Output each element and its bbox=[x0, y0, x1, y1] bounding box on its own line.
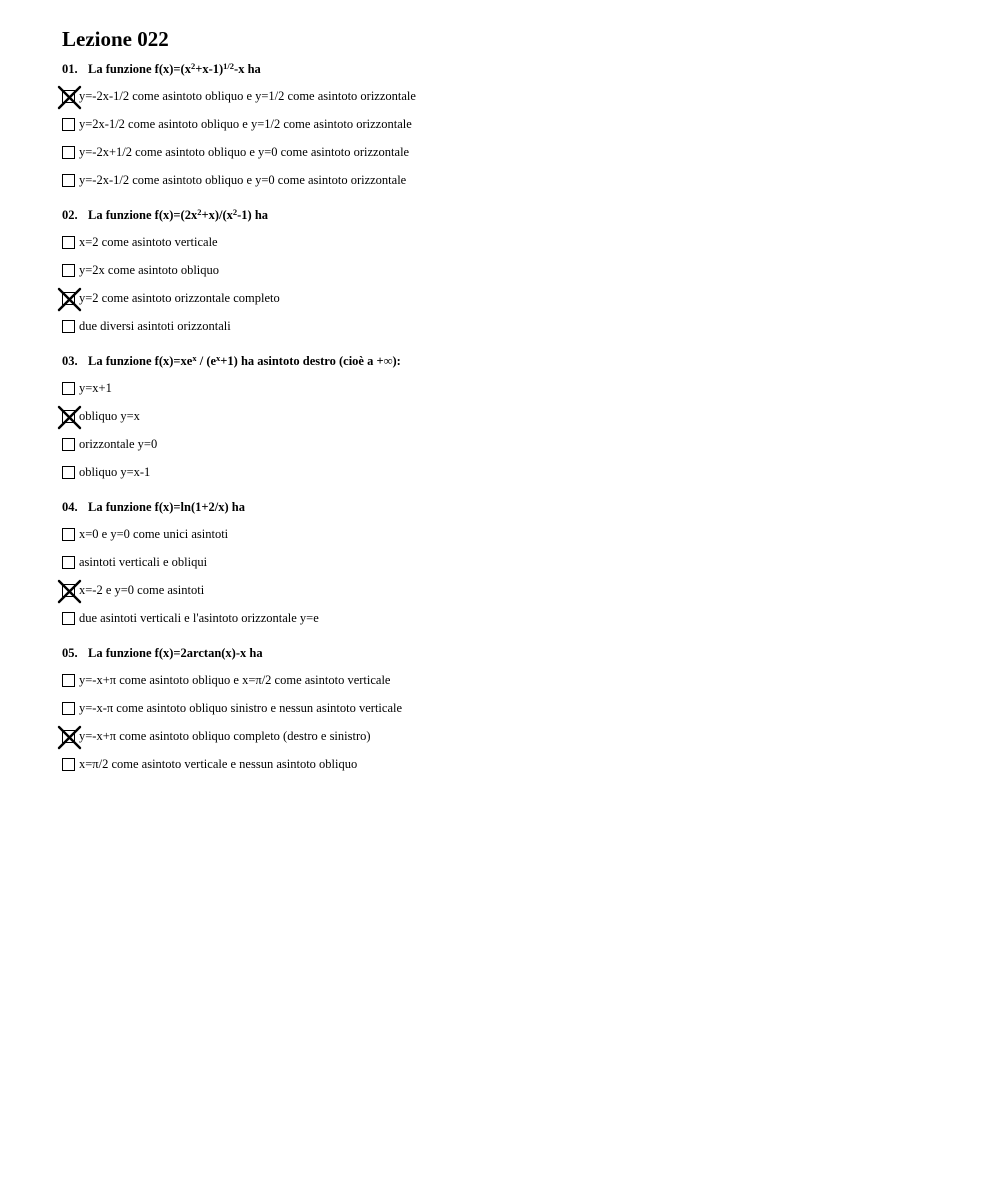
answer-option[interactable] bbox=[62, 228, 962, 256]
question-04 bbox=[62, 499, 962, 632]
question-heading bbox=[62, 499, 962, 515]
answer-checkbox[interactable] bbox=[62, 674, 75, 687]
answer-checkbox[interactable] bbox=[62, 528, 75, 541]
question-01 bbox=[62, 61, 962, 194]
check-x-mark-icon bbox=[58, 288, 81, 311]
answer-label: y=-2x+1/2 come asintoto obliquo e y=0 come asintoto orizzontale bbox=[79, 145, 410, 159]
answer-label: y=2x-1/2 come asintoto obliquo e y=1/2 come asintoto orizzontale bbox=[79, 117, 412, 131]
answer-option[interactable] bbox=[62, 548, 962, 576]
answer-checkbox[interactable] bbox=[62, 382, 75, 395]
question-number: 05. bbox=[62, 646, 78, 660]
answer-label: y=x+1 bbox=[79, 381, 112, 395]
answer-checkbox[interactable] bbox=[62, 556, 75, 569]
question-text: La funzione $f(x)=(x^2+x-1)^{1/2}-x$ ha bbox=[88, 61, 261, 76]
answer-option[interactable] bbox=[62, 458, 962, 486]
check-x-mark-icon bbox=[58, 406, 81, 429]
answer-label: orizzontale y=0 bbox=[79, 437, 158, 451]
question-number: 01. bbox=[62, 62, 78, 76]
question-number: 02. bbox=[62, 208, 78, 222]
answer-option[interactable] bbox=[62, 402, 962, 430]
answer-checkbox[interactable] bbox=[62, 320, 75, 333]
answer-label: asintoti verticali e obliqui bbox=[79, 555, 208, 569]
question-text: La funzione $f(x)=(2x^2+x)/(x^2-1)$ ha bbox=[88, 207, 269, 222]
question-number: 04. bbox=[62, 500, 78, 514]
answer-option[interactable] bbox=[62, 722, 962, 750]
page-title: Lezione 022 bbox=[62, 27, 169, 51]
answer-option[interactable] bbox=[62, 374, 962, 402]
answer-checkbox[interactable] bbox=[62, 236, 75, 249]
answer-option[interactable] bbox=[62, 312, 962, 340]
answer-label: x=π/2 come asintoto verticale e nessun asintoto obliquo bbox=[79, 757, 358, 771]
answer-label: y=2x come asintoto obliquo bbox=[79, 263, 220, 277]
answer-option[interactable] bbox=[62, 666, 962, 694]
answer-checkbox[interactable] bbox=[62, 702, 75, 715]
answer-checkbox[interactable] bbox=[62, 612, 75, 625]
answer-label: y=-2x-1/2 come asintoto obliquo e y=0 come asintoto orizzontale bbox=[79, 173, 407, 187]
question-text: La funzione f(x)=ln(1+2/x) ha bbox=[88, 500, 245, 514]
answer-checkbox[interactable] bbox=[62, 584, 75, 597]
answer-checkbox[interactable] bbox=[62, 174, 75, 187]
answer-checkbox[interactable] bbox=[62, 730, 75, 743]
question-heading bbox=[62, 353, 962, 369]
answer-checkbox[interactable] bbox=[62, 90, 75, 103]
answer-option[interactable] bbox=[62, 520, 962, 548]
question-02 bbox=[62, 207, 962, 340]
check-x-mark-icon bbox=[58, 580, 81, 603]
answer-option[interactable] bbox=[62, 694, 962, 722]
answer-option[interactable] bbox=[62, 750, 962, 778]
answer-label: due asintoti verticali e l'asintoto orizzontale y=e bbox=[79, 611, 319, 625]
answer-option[interactable] bbox=[62, 138, 962, 166]
answer-option[interactable] bbox=[62, 284, 962, 312]
answer-checkbox[interactable] bbox=[62, 146, 75, 159]
answer-option[interactable] bbox=[62, 256, 962, 284]
answer-checkbox[interactable] bbox=[62, 438, 75, 451]
answer-label: y=-2x-1/2 come asintoto obliquo e y=1/2 come asintoto orizzontale bbox=[79, 89, 416, 103]
question-heading bbox=[62, 207, 962, 223]
quiz-page bbox=[62, 26, 962, 778]
answer-option[interactable] bbox=[62, 430, 962, 458]
question-05 bbox=[62, 645, 962, 778]
answer-label: obliquo y=x bbox=[79, 409, 140, 423]
answer-label: x=2 come asintoto verticale bbox=[79, 235, 218, 249]
answer-checkbox[interactable] bbox=[62, 466, 75, 479]
answer-checkbox[interactable] bbox=[62, 292, 75, 305]
check-x-mark-icon bbox=[58, 726, 81, 749]
question-text: La funzione f(x)=2arctan(x)-x ha bbox=[88, 646, 263, 660]
question-number: 03. bbox=[62, 354, 78, 368]
answer-option[interactable] bbox=[62, 110, 962, 138]
answer-label: due diversi asintoti orizzontali bbox=[79, 319, 231, 333]
answer-checkbox[interactable] bbox=[62, 758, 75, 771]
answer-checkbox[interactable] bbox=[62, 410, 75, 423]
answer-option[interactable] bbox=[62, 604, 962, 632]
question-heading bbox=[62, 61, 962, 77]
answer-option[interactable] bbox=[62, 166, 962, 194]
question-heading bbox=[62, 645, 962, 661]
answer-label: x=0 e y=0 come unici asintoti bbox=[79, 527, 229, 541]
question-text: La funzione $f(x)=xe^x / (e^x+1)$ ha asintoto destro (cioè a +∞): bbox=[88, 353, 401, 368]
answer-label: obliquo y=x-1 bbox=[79, 465, 151, 479]
answer-checkbox[interactable] bbox=[62, 118, 75, 131]
answer-label: y=2 come asintoto orizzontale completo bbox=[79, 291, 280, 305]
answer-label: y=-x-π come asintoto obliquo sinistro e nessun asintoto verticale bbox=[79, 701, 403, 715]
question-03 bbox=[62, 353, 962, 486]
answer-label: y=-x+π come asintoto obliquo e x=π/2 come asintoto verticale bbox=[79, 673, 391, 687]
answer-label: x=-2 e y=0 come asintoti bbox=[79, 583, 205, 597]
answer-option[interactable] bbox=[62, 576, 962, 604]
answer-checkbox[interactable] bbox=[62, 264, 75, 277]
answer-option[interactable] bbox=[62, 82, 962, 110]
answer-label: y=-x+π come asintoto obliquo completo (destro e sinistro) bbox=[79, 729, 371, 743]
check-x-mark-icon bbox=[58, 86, 81, 109]
